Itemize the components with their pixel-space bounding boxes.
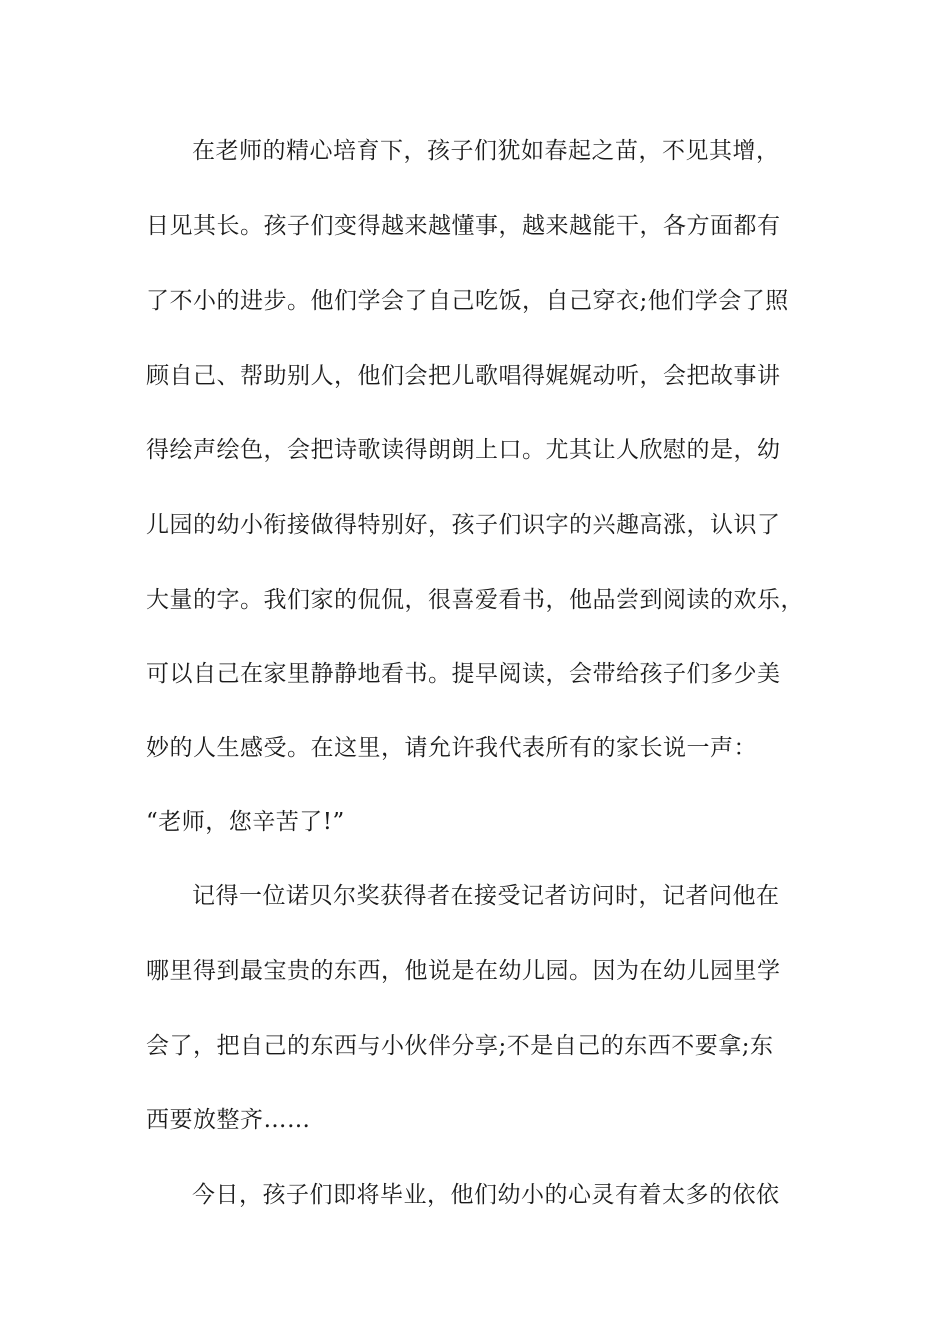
paragraph-1-line-5: 得绘声绘色，会把诗歌读得朗朗上口。尤其让人欣慰的是，幼: [146, 437, 781, 463]
paragraph-1-line-3: 了不小的进步。他们学会了自己吃饭，自己穿衣;他们学会了照: [146, 288, 789, 314]
paragraph-2-line-1: 记得一位诺贝尔奖获得者在接受记者访问时，记者问他在: [192, 883, 780, 909]
paragraph-1-line-6: 儿园的幼小衔接做得特别好，孩子们识字的兴趣高涨，认识了: [146, 512, 781, 538]
paragraph-3-line-1: 今日，孩子们即将毕业，他们幼小的心灵有着太多的依依: [192, 1182, 780, 1208]
paragraph-1-line-8: 可以自己在家里静静地看书。提早阅读，会带给孩子们多少美: [146, 661, 781, 687]
paragraph-1-line-9: 妙的人生感受。在这里，请允许我代表所有的家长说一声：: [146, 735, 757, 761]
paragraph-2-line-3: 会了，把自己的东西与小伙伴分享;不是自己的东西不要拿;东: [146, 1033, 774, 1059]
paragraph-1-line-1: 在老师的精心培育下，孩子们犹如春起之苗，不见其增，: [192, 138, 780, 164]
paragraph-1-line-2: 日见其长。孩子们变得越来越懂事，越来越能干，各方面都有: [146, 213, 781, 239]
paragraph-1-line-7: 大量的字。我们家的侃侃，很喜爱看书，他品尝到阅读的欢乐，: [146, 587, 804, 613]
paragraph-1-line-10: “老师，您辛苦了!”: [146, 809, 345, 835]
paragraph-2-line-2: 哪里得到最宝贵的东西，他说是在幼儿园。因为在幼儿园里学: [146, 958, 781, 984]
paragraph-2-line-4: 西要放整齐……: [146, 1107, 311, 1133]
paragraph-1-line-4: 顾自己、帮助别人，他们会把儿歌唱得娓娓动听，会把故事讲: [146, 363, 781, 389]
